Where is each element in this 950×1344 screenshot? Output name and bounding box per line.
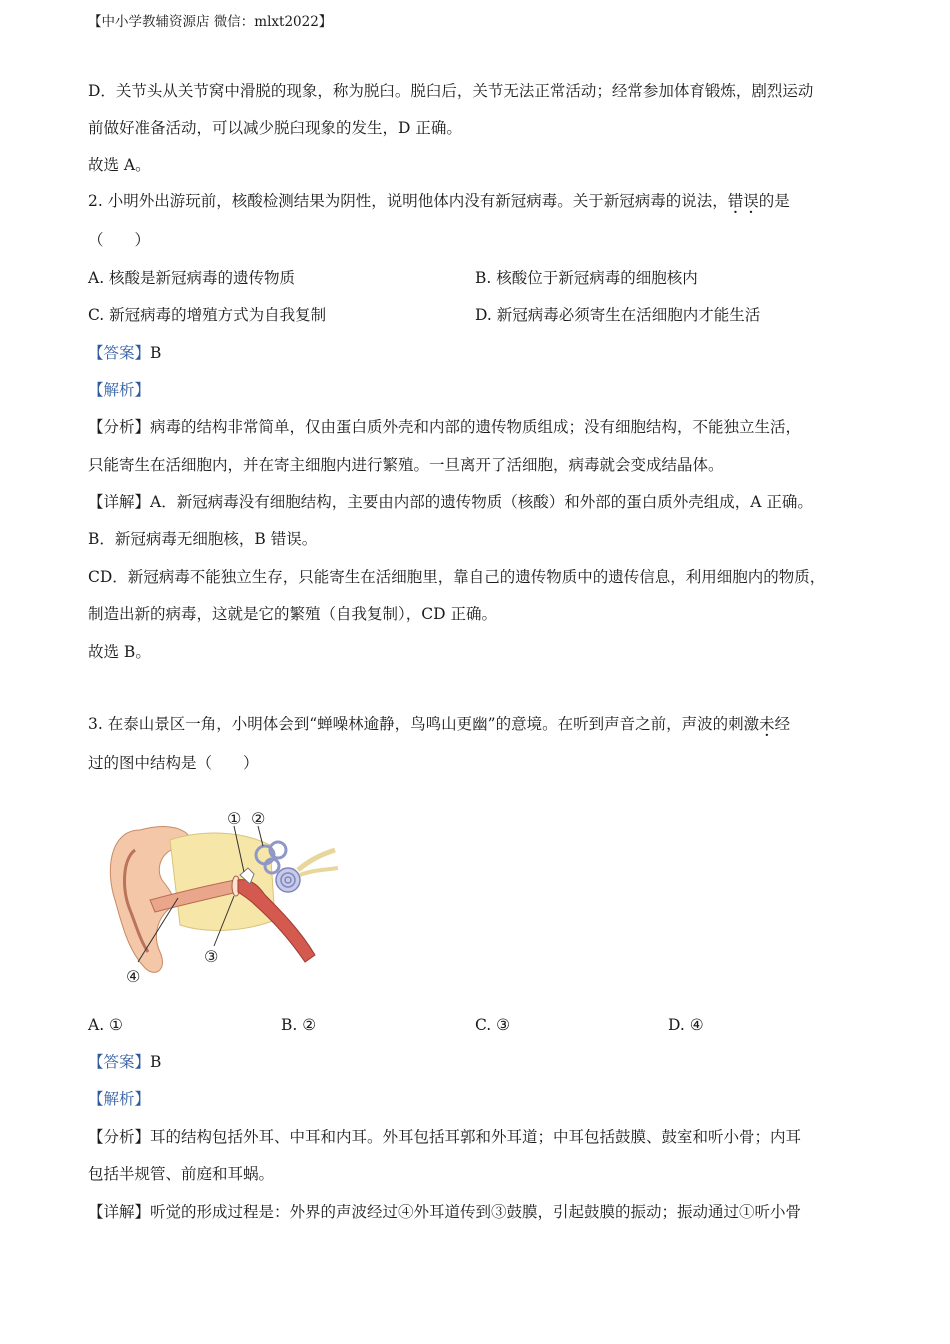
q3-fenxi-tag: 【分析】 (88, 1128, 151, 1146)
q3-stem-line2: 过的图中结构是（ ） (88, 754, 259, 772)
q3-stem-text: 3. 在泰山景区一角，小明体会到“蝉噪林逾静，鸟鸣山更幽”的意境。在听到声音之前，声波的刺激 (88, 715, 760, 733)
q2-fenxi-line2: 只能寄生在活细胞内，并在寄主细胞内进行繁殖。一旦离开了活细胞，病毒就会变成结晶体。 (88, 456, 724, 474)
q2-fenxi-line1 (88, 416, 801, 438)
q3-stem-end: 经 (774, 715, 791, 733)
q2-fenxi-text: 病毒的结构非常简单，仅由蛋白质外壳和内部的遗传物质组成；没有细胞结构，不能独立生活， (150, 418, 802, 436)
q2-stem-text: 2. 小明外出游玩前，核酸检测结果为阴性，说明他体内没有新冠病毒。关于新冠病毒的说法， (88, 192, 728, 210)
q1-conclusion: 故选 A。 (88, 156, 151, 174)
q2-stem-emphasis-1: 错 (727, 192, 744, 210)
q2-stem-end: 的是 (758, 192, 790, 210)
figure-label-3: ③ (204, 947, 219, 966)
q2-fenxi-tag: 【分析】 (88, 418, 151, 436)
q3-option-c: C. ③ (475, 1016, 511, 1034)
q3-xiangjie-tag: 【详解】 (88, 1203, 151, 1221)
q2-xiangjie-cd-line2: 制造出新的病毒，这就是它的繁殖（自我复制），CD 正确。 (88, 605, 497, 623)
q2-xiangjie-text: A．新冠病毒没有细胞结构，主要由内部的遗传物质（核酸）和外部的蛋白质外壳组成，A 正确。 (150, 493, 813, 511)
q3-answer-tag: 【答案】 (88, 1053, 151, 1071)
q2-option-b: B. 核酸位于新冠病毒的细胞核内 (475, 269, 698, 287)
q2-option-a: A. 核酸是新冠病毒的遗传物质 (88, 269, 296, 287)
q2-analysis-tag: 【解析】 (88, 381, 151, 399)
q2-answer-value: B (150, 344, 162, 362)
q3-fenxi-line2: 包括半规管、前庭和耳蜗。 (88, 1165, 275, 1183)
q3-option-d: D. ④ (668, 1016, 704, 1034)
q3-fenxi-line1 (88, 1126, 801, 1148)
q2-xiangjie-tag: 【详解】 (88, 493, 151, 511)
q3-fenxi-text: 耳的结构包括外耳、中耳和内耳。外耳包括耳郭和外耳道；中耳包括鼓膜、鼓室和听小骨；内耳 (150, 1128, 802, 1146)
q2-blank-paren: （ ） (88, 231, 151, 249)
q3-xiangjie-line1 (88, 1201, 801, 1223)
q2-conclusion: 故选 B。 (88, 643, 151, 661)
q2-option-d: D. 新冠病毒必须寄生在活细胞内才能生活 (475, 306, 761, 324)
q2-stem-emphasis-2: 误 (743, 192, 759, 210)
figure-label-4: ④ (126, 967, 141, 986)
q3-answer (88, 1051, 161, 1073)
q3-analysis-tag: 【解析】 (88, 1090, 151, 1108)
q2-answer (88, 342, 161, 364)
page-header: 【中小学教辅资源店 微信：mlxt2022】 (88, 14, 333, 30)
q3-stem-line1 (88, 713, 790, 735)
q1-option-d-line2: 前做好准备活动，可以减少脱臼现象的发生，D 正确。 (88, 119, 462, 137)
q2-option-c: C. 新冠病毒的增殖方式为自我复制 (88, 306, 327, 324)
ear-structure-figure (100, 800, 340, 990)
q2-stem (88, 190, 790, 212)
figure-label-1: ① (227, 809, 242, 828)
q3-option-a: A. ① (88, 1016, 123, 1034)
q2-xiangjie-b: B．新冠病毒无细胞核，B 错误。 (88, 530, 318, 548)
q2-answer-tag: 【答案】 (88, 344, 151, 362)
q3-stem-emphasis: 未 (759, 715, 775, 733)
q2-xiangjie-line1 (88, 491, 813, 513)
q2-xiangjie-cd-line1: CD．新冠病毒不能独立生存，只能寄生在活细胞里，靠自己的遗传物质中的遗传信息，利用细胞内的物质， (88, 568, 826, 586)
figure-label-2: ② (251, 809, 266, 828)
q3-xiangjie-text: 听觉的形成过程是：外界的声波经过④外耳道传到③鼓膜，引起鼓膜的振动；振动通过①听小骨 (150, 1203, 802, 1221)
q3-option-b: B. ② (281, 1016, 317, 1034)
q1-option-d-line1: D．关节头从关节窝中滑脱的现象，称为脱臼。脱臼后，关节无法正常活动；经常参加体育锻炼，剧烈运动 (88, 82, 814, 100)
q3-answer-value: B (150, 1053, 162, 1071)
